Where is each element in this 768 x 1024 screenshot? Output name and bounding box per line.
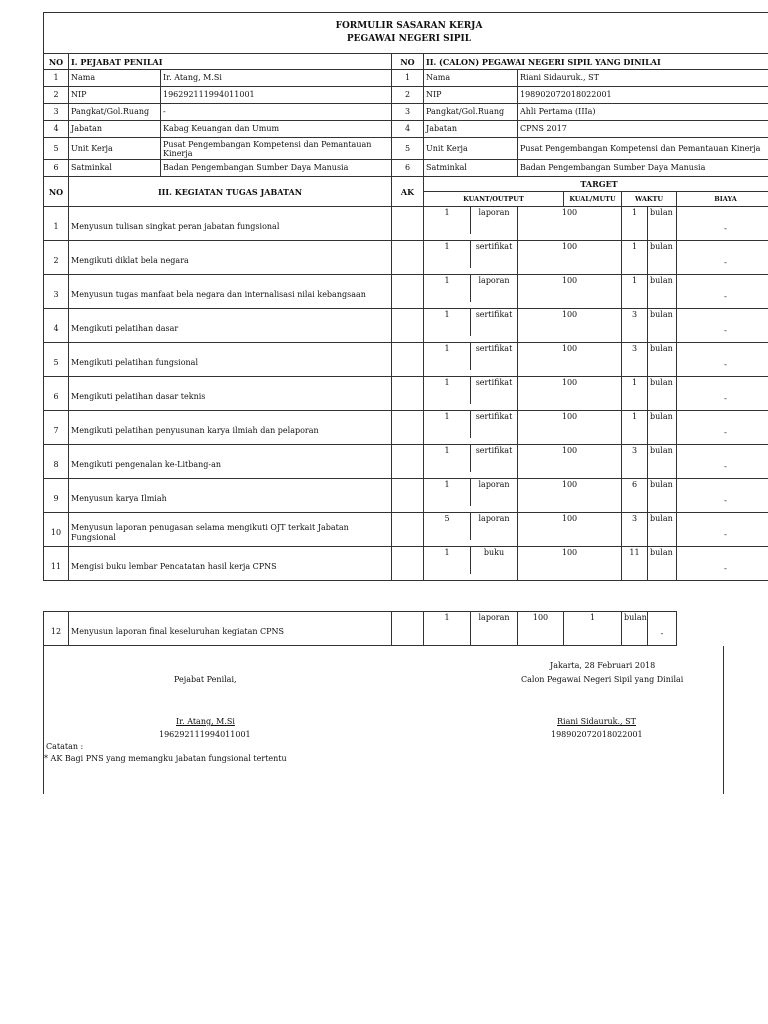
activity-desc: Mengikuti pelatihan dasar teknis [69,377,392,411]
activity-qty: 1 [424,445,471,472]
activity-desc: Mengikuti pelatihan dasar [69,309,392,343]
activity-time: 3 [622,309,648,343]
activity-kuant [424,479,518,513]
activity-desc: Menyusun tulisan singkat peran jabatan fungsional [69,207,392,241]
activity-output: sertifikat [475,344,513,353]
activity-quality: 100 [518,275,622,309]
activity-rows [44,207,768,581]
activity-output: sertifikat [475,446,513,455]
activity-ak [392,479,424,513]
activity-time: 1 [622,241,648,275]
activity-no: 4 [44,309,69,343]
activity-cost: - [677,309,768,343]
activity-quality: 100 [518,479,622,513]
header-activities: III. KEGIATAN TUGAS JABATAN [69,177,392,207]
activity-no: 7 [44,411,69,445]
activity-no: 8 [44,445,69,479]
activity-qty: 1 [424,275,471,302]
evaluatee-nip: 198902072018022001 [551,730,643,739]
activity-time-unit: bulan [648,343,677,377]
activity-ak [392,309,424,343]
info-label-left: Satminkal [69,160,161,177]
activity-no: 6 [44,377,69,411]
info-no-left: 5 [44,138,69,160]
activity-ak [392,275,424,309]
activity-no: 1 [44,207,69,241]
activity-cost: - [677,275,768,309]
activity-output: sertifikat [475,412,513,421]
activity-quality: 100 [518,612,564,646]
activity-quality: 100 [518,377,622,411]
activity-time: 6 [622,479,648,513]
activity-qty: 1 [424,377,471,404]
info-row [44,138,768,160]
activity-output: laporan [471,612,518,646]
activity-qty: 1 [424,547,471,574]
notes-label: Catatan : [46,742,84,751]
activity-qty: 5 [424,513,471,540]
info-label-left: Pangkat/Gol.Ruang [69,104,161,121]
activity-quality: 100 [518,309,622,343]
info-no-left: 2 [44,87,69,104]
info-value-left: 196292111994011001 [161,87,392,104]
activity-qty: 1 [424,241,471,268]
activity-no: 12 [44,612,69,646]
info-value-left: Ir. Atang, M.Si [161,70,392,87]
activity-desc: Mengikuti pelatihan penyusunan karya ilmiah dan pelaporan [69,411,392,445]
table-row [44,241,768,275]
info-label-right: NIP [424,87,518,104]
activity-no: 5 [44,343,69,377]
activity-kuant [424,411,518,445]
activity-kuant [424,275,518,309]
header-biaya: BIAYA [677,192,768,207]
activity-qty: 1 [424,343,471,370]
activity-time-unit: bulan [648,309,677,343]
form-continuation-table [43,611,768,646]
activity-quality: 100 [518,343,622,377]
activity-time: 1 [622,275,648,309]
activity-cost: - [677,445,768,479]
activity-quality: 100 [518,411,622,445]
activity-time-unit: bulan [648,241,677,275]
header-evaluatee: II. (CALON) PEGAWAI NEGERI SIPIL YANG DINILAI [424,54,768,70]
table-row [44,343,768,377]
activity-output: laporan [478,480,510,489]
activity-time: 11 [622,547,648,581]
header-activity-no: NO [44,177,69,207]
activity-kuant [424,309,518,343]
activity-cost: - [648,612,677,646]
activity-time-unit: bulan [648,411,677,445]
form-header-table [43,12,768,581]
info-no-right: 4 [392,121,424,138]
evaluator-name: Ir. Atang, M.Si [176,717,235,726]
form-title-line2: PEGAWAI NEGERI SIPIL [346,34,472,44]
header-waktu: WAKTU [622,192,677,207]
info-no-left: 3 [44,104,69,121]
activity-output: laporan [478,514,510,523]
activity-output: buku [483,548,505,557]
activity-no: 2 [44,241,69,275]
form-title-line1: FORMULIR SASARAN KERJA [335,21,483,31]
activity-qty: 1 [424,207,471,234]
activity-ak [392,612,424,646]
activity-cost: - [677,411,768,445]
activity-row-12 [44,612,768,646]
activity-time: 1 [564,612,622,646]
info-no-right: 1 [392,70,424,87]
header-no-left: NO [44,54,69,70]
info-value-left: - [161,104,392,121]
activity-desc: Mengikuti pengenalan ke-Litbang-an [69,445,392,479]
evaluatee-name: Riani Sidauruk., ST [557,717,636,726]
activity-output: sertifikat [475,242,513,251]
activity-time: 1 [622,377,648,411]
activity-quality: 100 [518,513,622,547]
activity-desc: Mengikuti pelatihan fungsional [69,343,392,377]
activity-desc: Menyusun laporan final keseluruhan kegiatan CPNS [69,612,392,646]
note-text: * AK Bagi PNS yang memangku jabatan fungsional tertentu [44,754,287,763]
info-value-right: Pusat Pengembangan Kompetensi dan Pemantauan Kinerja [518,138,768,160]
activity-no: 11 [44,547,69,581]
signature-block [43,646,724,794]
info-label-left: Nama [69,70,161,87]
activity-quality: 100 [518,207,622,241]
activity-cost: - [677,513,768,547]
activity-time: 3 [622,445,648,479]
form-title [44,13,768,54]
activity-cost: - [677,479,768,513]
activity-output: sertifikat [475,310,513,319]
activity-time-unit: bulan [648,445,677,479]
info-value-right: Ahli Pertama (IIIa) [518,104,768,121]
activity-ak [392,241,424,275]
activity-time: 1 [622,411,648,445]
table-row [44,275,768,309]
activity-kuant [424,207,518,241]
info-value-right: 198902072018022001 [518,87,768,104]
activity-ak [392,207,424,241]
activity-cost: - [677,343,768,377]
activity-desc: Mengisi buku lembar Pencatatan hasil kerja CPNS [69,547,392,581]
info-no-left: 1 [44,70,69,87]
activity-output: laporan [478,208,510,217]
info-row [44,87,768,104]
header-target: TARGET [424,177,768,192]
activity-time-unit: bulan [648,207,677,241]
activity-cost: - [677,241,768,275]
activity-no: 10 [44,513,69,547]
activity-kuant [424,377,518,411]
activity-quality: 100 [518,547,622,581]
info-label-left: Jabatan [69,121,161,138]
activity-kuant [424,445,518,479]
evaluator-nip: 196292111994011001 [159,730,251,739]
info-row [44,104,768,121]
activity-desc: Menyusun tugas manfaat bela negara dan internalisasi nilai kebangsaan [69,275,392,309]
header-ak: AK [392,177,424,207]
activity-kuant [424,241,518,275]
evaluatee-title: Calon Pegawai Negeri Sipil yang Dinilai [521,675,684,684]
activity-time-unit: bulan [648,547,677,581]
info-value-right: Badan Pengembangan Sumber Daya Manusia [518,160,768,177]
info-rows [44,70,768,177]
activity-desc: Menyusun laporan penugasan selama mengikuti OJT terkait Jabatan Fungsional [69,513,392,547]
activity-time: 3 [622,513,648,547]
header-evaluator: I. PEJABAT PENILAI [69,54,392,70]
activity-no: 9 [44,479,69,513]
info-no-right: 6 [392,160,424,177]
info-row [44,160,768,177]
activity-output: sertifikat [475,378,513,387]
activity-quality: 100 [518,241,622,275]
activity-output: laporan [478,276,510,285]
activity-kuant [424,547,518,581]
info-label-right: Satminkal [424,160,518,177]
activity-ak [392,445,424,479]
info-label-right: Pangkat/Gol.Ruang [424,104,518,121]
info-value-left: Kabag Keuangan dan Umum [161,121,392,138]
activity-qty: 1 [424,309,471,336]
info-label-left: NIP [69,87,161,104]
activity-time-unit: bulan [648,377,677,411]
header-kuant: KUANT/OUTPUT [424,192,564,207]
table-row [44,547,768,581]
activity-qty: 1 [424,411,471,438]
info-row [44,121,768,138]
activity-cost: - [677,547,768,581]
table-row [44,513,768,547]
info-no-right: 3 [392,104,424,121]
table-row [44,207,768,241]
activity-cost: - [677,377,768,411]
activity-time-unit: bulan [622,612,648,646]
info-no-left: 6 [44,160,69,177]
info-no-right: 2 [392,87,424,104]
activity-qty: 1 [424,479,471,506]
activity-ak [392,343,424,377]
activity-desc: Mengikuti diklat bela negara [69,241,392,275]
activity-time-unit: bulan [648,479,677,513]
activity-time-unit: bulan [648,513,677,547]
header-no-right: NO [392,54,424,70]
activity-no: 3 [44,275,69,309]
activity-ak [392,377,424,411]
table-row [44,411,768,445]
info-no-right: 5 [392,138,424,160]
info-label-right: Jabatan [424,121,518,138]
header-kual: KUAL/MUTU [564,192,622,207]
table-row [44,377,768,411]
activity-qty: 1 [424,612,471,646]
activity-time: 1 [622,207,648,241]
table-row [44,479,768,513]
activity-kuant [424,343,518,377]
table-row [44,309,768,343]
table-row [44,445,768,479]
info-value-left: Badan Pengembangan Sumber Daya Manusia [161,160,392,177]
info-no-left: 4 [44,121,69,138]
activity-time-unit: bulan [648,275,677,309]
activity-ak [392,547,424,581]
info-label-right: Unit Kerja [424,138,518,160]
info-value-right: CPNS 2017 [518,121,768,138]
info-label-left: Unit Kerja [69,138,161,160]
activity-kuant [424,513,518,547]
activity-ak [392,513,424,547]
activity-time: 3 [622,343,648,377]
evaluator-title: Pejabat Penilai, [174,675,237,684]
skp-form [43,12,761,794]
info-label-right: Nama [424,70,518,87]
table-row [44,612,768,646]
info-value-right: Riani Sidauruk., ST [518,70,768,87]
activity-quality: 100 [518,445,622,479]
info-row [44,70,768,87]
place-date: Jakarta, 28 Februari 2018 [550,661,656,670]
activity-cost: - [677,207,768,241]
activity-ak [392,411,424,445]
activity-desc: Menyusun karya Ilmiah [69,479,392,513]
info-value-left: Pusat Pengembangan Kompetensi dan Pemantauan Kinerja [161,138,392,160]
